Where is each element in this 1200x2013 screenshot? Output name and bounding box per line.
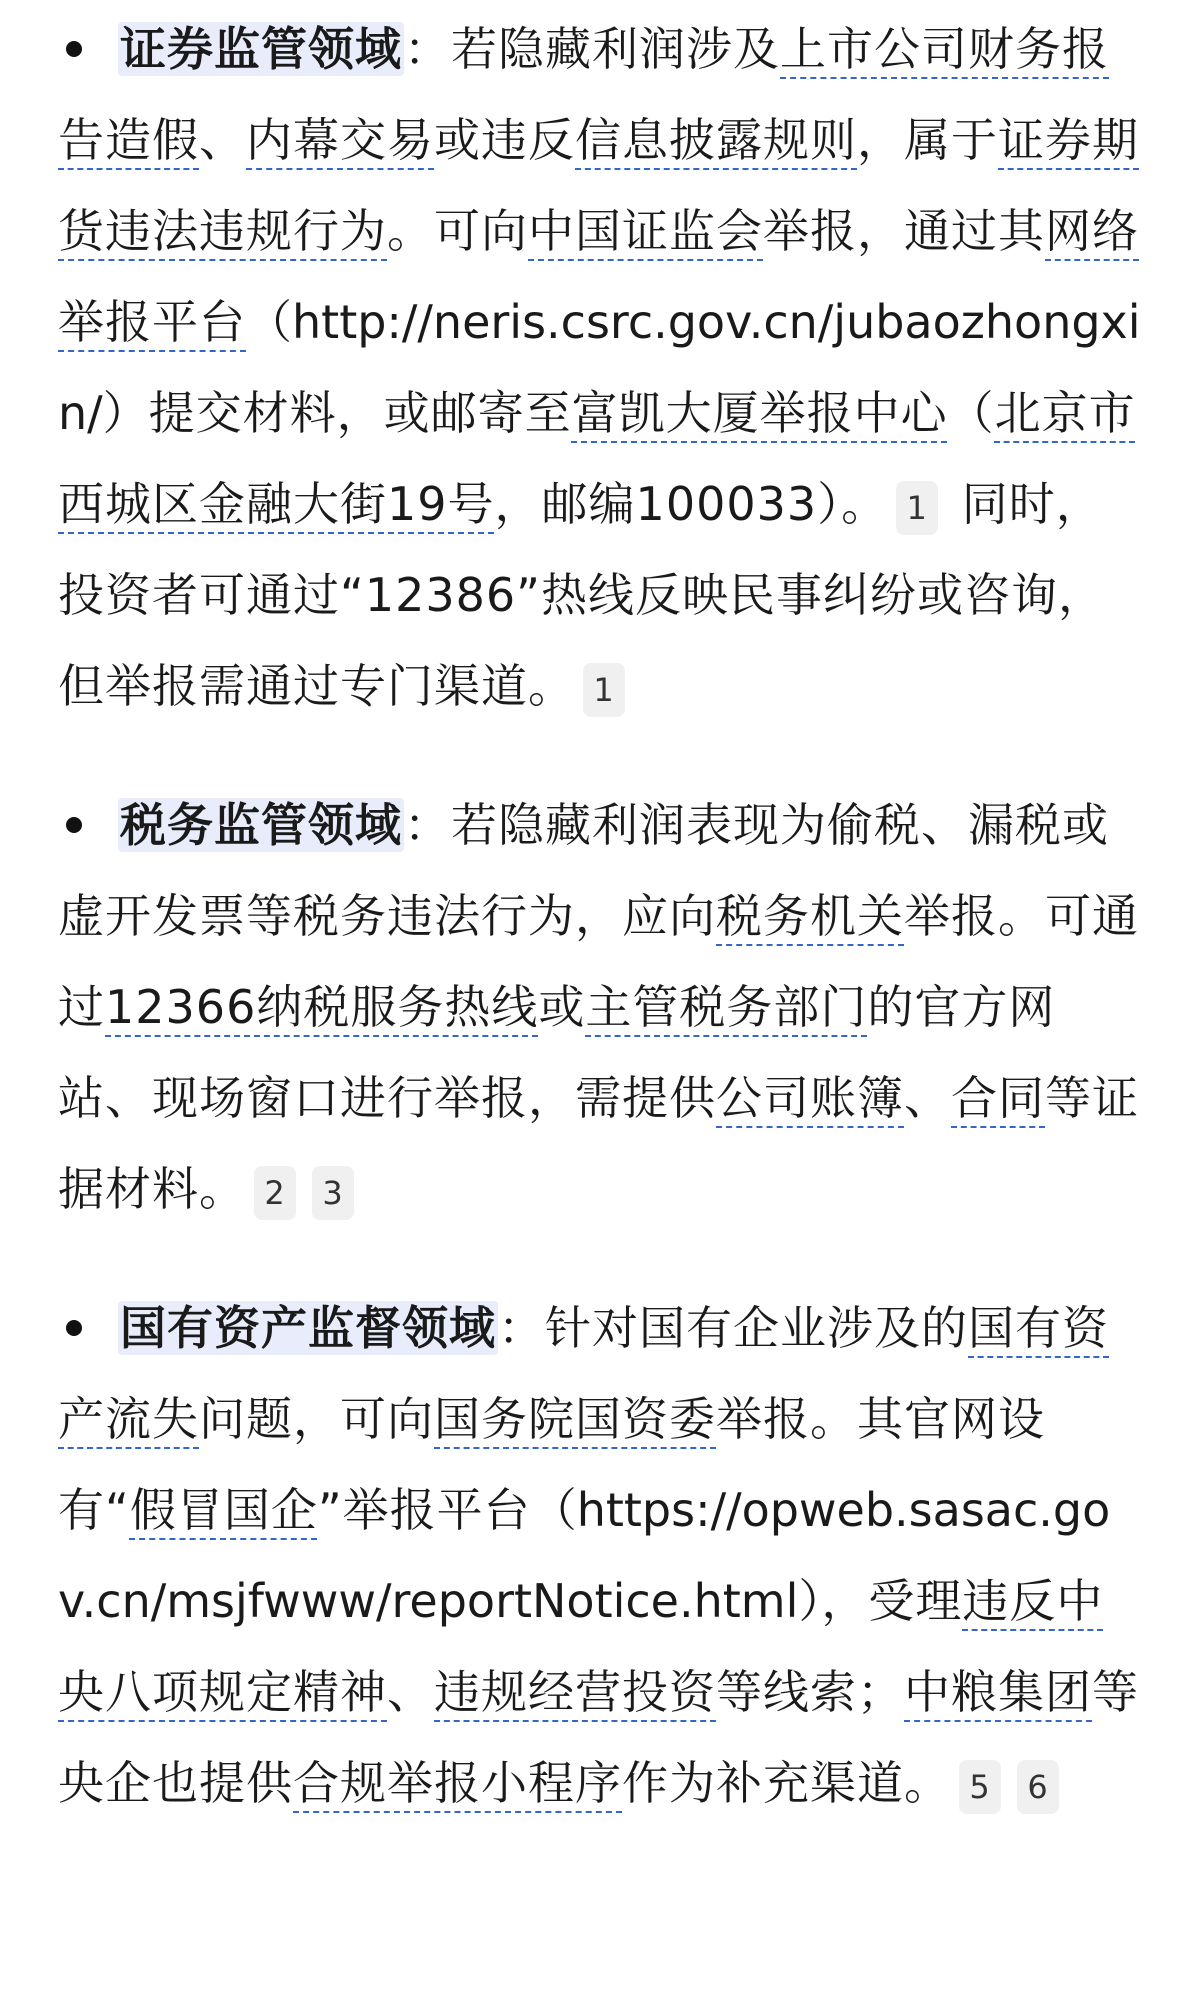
- text: 或: [538, 980, 586, 1034]
- text: 同时，投资者可通过“12386”热线反映民事纠纷或咨询，但举报需通过专门渠道。: [58, 477, 1105, 713]
- link-term[interactable]: 国务院国资委: [434, 1392, 716, 1446]
- bullet-dot: [66, 41, 82, 57]
- text: 举报，通过其: [763, 204, 1045, 258]
- section-title: 税务监管领域: [120, 798, 402, 852]
- link-term[interactable]: 内幕交易: [246, 113, 434, 167]
- text: 若隐藏利润涉及: [451, 22, 780, 76]
- text: 等线索；: [716, 1665, 904, 1719]
- citation-badge[interactable]: 1: [583, 663, 625, 717]
- url-text: （https://opweb.sasac.gov.cn/msjfwww/reportNotice.html）: [58, 1483, 1111, 1628]
- bullet-dot: [66, 817, 82, 833]
- text: 举报。其官网设有“: [58, 1392, 1045, 1537]
- text: 等央企也提供: [58, 1665, 1139, 1810]
- text: 若隐藏利润表现为偷税、漏税或虚开发票等税务违法行为，应向: [58, 798, 1109, 943]
- link-term[interactable]: 国有资产流失: [58, 1301, 1109, 1446]
- link-term[interactable]: 上市公司财务报告造假: [58, 22, 1109, 167]
- link-term[interactable]: 信息披露规则: [575, 113, 857, 167]
- text: ，受理: [821, 1574, 963, 1628]
- text: （: [947, 386, 995, 440]
- list-item-securities: [58, 4, 1145, 732]
- list-item-tax: [58, 780, 1145, 1235]
- link-term[interactable]: 公司账簿: [716, 1071, 904, 1125]
- citation-badge[interactable]: 2: [254, 1166, 296, 1220]
- text: ：: [498, 1301, 545, 1355]
- link-term[interactable]: 中国证监会: [528, 204, 763, 258]
- text: 举报。可通过: [58, 889, 1139, 1034]
- link-term[interactable]: 合同: [951, 1071, 1045, 1125]
- link-term[interactable]: 北京市西城区金融大街19号: [58, 386, 1136, 531]
- text: 作为补充渠道。: [622, 1756, 951, 1810]
- text: 或违反: [434, 113, 575, 167]
- citation-badge[interactable]: 1: [896, 481, 938, 535]
- section-title: 证券监管领域: [120, 22, 402, 76]
- link-term[interactable]: 合规举报小程序: [293, 1756, 622, 1810]
- link-term[interactable]: 12366纳税服务热线: [105, 980, 539, 1034]
- text: 、: [199, 113, 246, 167]
- list-item-state-assets: [58, 1283, 1145, 1829]
- text: ”举报平台: [317, 1483, 531, 1537]
- text: 、: [904, 1071, 951, 1125]
- url-text: （http://neris.csrc.gov.cn/jubaozhongxin/）: [58, 295, 1141, 440]
- citation-badge[interactable]: 5: [959, 1760, 1001, 1814]
- text: 。可向: [387, 204, 528, 258]
- text: 、: [387, 1665, 434, 1719]
- bullet-dot: [66, 1320, 82, 1336]
- link-term[interactable]: 违规经营投资: [434, 1665, 716, 1719]
- text: ：: [404, 22, 451, 76]
- link-term[interactable]: 证券期货违法违规行为: [58, 113, 1139, 258]
- link-term[interactable]: 中粮集团: [904, 1665, 1092, 1719]
- text: 的官方网站、现场窗口进行举报，需提供: [58, 980, 1056, 1125]
- link-term[interactable]: 假冒国企: [129, 1483, 318, 1537]
- link-term[interactable]: 网络举报平台: [58, 204, 1139, 349]
- section-title: 国有资产监督领域: [120, 1301, 496, 1355]
- text: 问题，可向: [199, 1392, 434, 1446]
- text: ，邮编100033）。: [494, 477, 889, 531]
- link-term[interactable]: 税务机关: [716, 889, 904, 943]
- citation-badge[interactable]: 3: [312, 1166, 354, 1220]
- link-term[interactable]: 违反中央八项规定精神: [58, 1574, 1104, 1719]
- text: ：: [404, 798, 451, 852]
- link-term[interactable]: 富凯大厦举报中心: [571, 386, 948, 440]
- text: ，属于: [857, 113, 998, 167]
- link-term[interactable]: 主管税务部门: [585, 980, 868, 1034]
- text: 针对国有企业涉及的: [545, 1301, 968, 1355]
- text: 提交材料，或邮寄至: [148, 386, 572, 440]
- citation-badge[interactable]: 6: [1017, 1760, 1059, 1814]
- text: 等证据材料。: [58, 1071, 1139, 1216]
